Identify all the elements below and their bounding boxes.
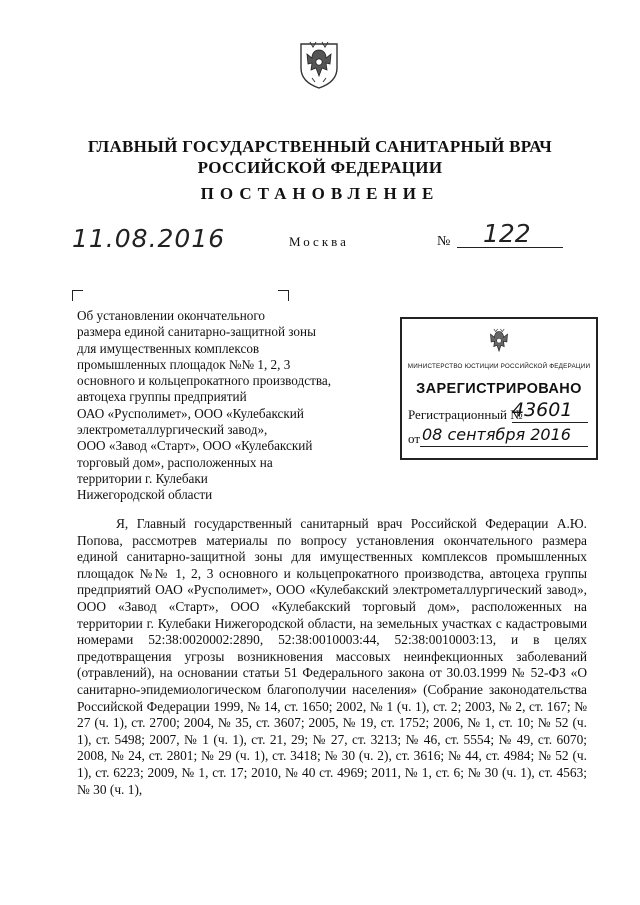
document-number: 122 [483, 219, 531, 248]
subject-line: территории г. Кулебаки [77, 470, 208, 486]
subject-line: торговый дом», расположенных на [77, 454, 273, 470]
authority-line-2: РОССИЙСКОЙ ФЕДЕРАЦИИ [197, 158, 443, 177]
stamp-date: 08 сентября 2016 [422, 425, 571, 444]
subject-corner-left [72, 290, 83, 301]
document-date: 11.08.2016 [72, 224, 226, 253]
document-city: Москва [289, 234, 349, 249]
authority-line-1: ГЛАВНЫЙ ГОСУДАРСТВЕННЫЙ САНИТАРНЫЙ ВРАЧ [87, 137, 553, 156]
stamp-registered: ЗАРЕГИСТРИРОВАНО [416, 381, 582, 397]
stamp-reg-number-label: Регистрационный № [408, 407, 523, 422]
stamp-emblem-icon [484, 325, 514, 359]
subject-corner-right [278, 290, 289, 301]
stamp-reg-number-underline [512, 422, 588, 423]
subject-line: для имущественных комплексов [77, 340, 260, 356]
subject-line: электрометаллургический завод», [77, 422, 268, 438]
body-text [77, 516, 587, 798]
subject-line: ООО «Завод «Старт», ООО «Кулебакский [77, 438, 313, 454]
subject-line: ОАО «Русполимет», ООО «Кулебакский [77, 405, 304, 421]
document-type: ПОСТАНОВЛЕНИЕ [200, 184, 440, 203]
subject-line: размера единой санитарно-защитной зоны [77, 324, 316, 340]
subject-line: основного и кольцепрокатного производства, [77, 373, 332, 389]
subject-line: Нижегородской области [77, 487, 213, 503]
registration-stamp [400, 317, 598, 460]
subject-line: Об установлении окончательного [77, 308, 266, 323]
subject-line: автоцеха группы предприятий [77, 389, 247, 405]
stamp-reg-number: 43601 [512, 399, 573, 421]
stamp-ministry: МИНИСТЕРСТВО ЮСТИЦИИ РОССИЙСКОЙ ФЕДЕРАЦИИ [407, 363, 591, 370]
number-sign: № [437, 234, 451, 249]
subject-line: промышленных площадок №№ 1, 2, 3 [77, 356, 291, 372]
authority-title [60, 136, 580, 178]
stamp-date-underline [420, 446, 588, 447]
body-paragraph: Я, Главный государственный санитарный врач Российской Федерации А.Ю. Попова, рассмотрев материалы по вопросу установления окончательного размера единой санитарно-защитной зоны для имущественных комплексов промышленных площадок №№ 1, 2, 3 основного и кольцепрокатного производства, автоцеха группы предприятий ОАО «Русполимет», ООО «Кулебакский электрометаллургический завод», ООО «Завод «Старт», ООО «Кулебакский торговый дом», расположенных на территории г. Кулебаки Нижегородской области, на земельных участках с кадастровыми номерами 52:38:0020002:2890, 52:38:0010003:44, 52:38:0010003:13, и в целях предотвращения угрозы возникновения массовых неинфекционных заболеваний (отравлений), на основании статьи 51 Федерального закона от 30.03.1999 № 52-ФЗ «О санитарно-эпидемиологическом благополучии населения» (Собрание законодательства Российской Федерации 1999, № 14, ст. 1650; 2002, № 1 (ч. 1), ст. 2; 2003, № 2, ст. 167; № 27 (ч. 1), ст. 2700; 2004, № 35, ст. 3607; 2005, № 19, ст. 1752; 2006, № 1, ст. 10; № 52 (ч. 1), ст. 5498; 2007, № 1 (ч. 1), ст. 21, 29; № 27, ст. 3213; № 46, ст. 5554; № 49, ст. 6070; 2008, № 24, ст. 2801; № 29 (ч. 1), ст. 3418; № 30 (ч. 2), ст. 3616; № 44, ст. 4984; № 52 (ч. 1), ст. 6223; 2009, № 1, ст. 17; 2010, № 40 ст. 4969; 2011, № 1, ст. 6; № 30 (ч. 1), ст. 4563; № 30 (ч. 1), [77, 516, 587, 797]
stamp-date-label: от [408, 431, 421, 446]
subject-block [77, 308, 377, 504]
russian-coat-of-arms-icon [297, 38, 341, 90]
